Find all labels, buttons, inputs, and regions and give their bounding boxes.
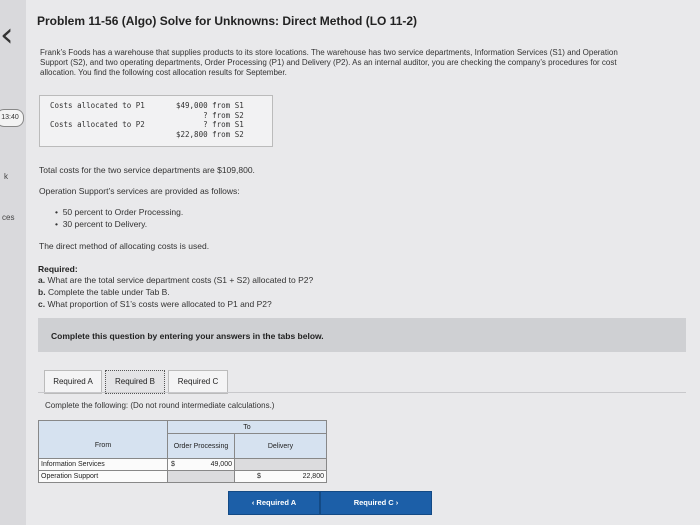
table-row (39, 459, 327, 471)
next-required-c-button[interactable]: Required C › (320, 491, 432, 515)
table-instruction: Complete the following: (Do not round intermediate calculations.) (45, 401, 275, 410)
to-header: To (168, 421, 327, 434)
p1-cell (168, 471, 235, 483)
problem-intro: Frank’s Foods has a warehouse that supplies products to its store locations. The warehouse has two service departments, Information Services (S1) and Operation Support (S2), and two operating departments, Order Processing (P1) and Delivery (P2). As an internal auditor, you are checking the company’s procedures for cost allocation. You find the following cost allocation results for September. (40, 48, 618, 77)
cost-allocation-box (39, 95, 273, 147)
required-heading: Required: (38, 264, 78, 274)
tab-required-c[interactable]: Required C (168, 370, 228, 394)
required-a: a. What are the total service department costs (S1 + S2) allocated to P2? (38, 275, 314, 285)
corner-cell (39, 421, 168, 434)
bullet-text: 50 percent to Order Processing. (62, 207, 184, 217)
problem-title: Problem 11-56 (Algo) Solve for Unknowns: Direct Method (LO 11-2) (37, 14, 418, 28)
table-row (39, 471, 327, 483)
bullet-text: 30 percent to Delivery. (62, 219, 148, 229)
bullet-item: • 50 percent to Order Processing. (55, 207, 184, 217)
tab-divider (38, 392, 686, 393)
costs-p1-label: Costs allocated to P1 (50, 101, 145, 110)
prev-required-a-button[interactable]: ‹ Required A (228, 491, 320, 515)
delivery-header: Delivery (235, 434, 327, 459)
p2-value: 22,800 (302, 473, 324, 480)
left-rail (0, 0, 26, 525)
row-label: Operation Support (39, 471, 168, 483)
side-label-ces: ces (2, 213, 15, 222)
order-processing-header: Order Processing (168, 434, 235, 459)
p1-input[interactable]: 49,000 (178, 459, 235, 471)
tab-required-a[interactable]: Required A (44, 370, 102, 394)
row-label: Information Services (39, 459, 168, 471)
allocation-table (38, 420, 327, 483)
required-b: b. Complete the table under Tab B. (38, 287, 170, 297)
from-header: From (39, 434, 168, 459)
costs-p2-label: Costs allocated to P2 (50, 120, 145, 129)
dollar-sign: $ (257, 473, 261, 480)
method-text: The direct method of allocating costs is used. (39, 241, 210, 251)
back-arrow-icon[interactable]: ‹ (0, 15, 14, 55)
p2-cell (235, 459, 327, 471)
tab-required-b[interactable]: Required B (105, 370, 165, 394)
op-support-text: Operation Support’s services are provided as follows: (39, 186, 240, 196)
required-c: c. What proportion of S1’s costs were allocated to P1 and P2? (38, 299, 272, 309)
total-costs-text: Total costs for the two service departments are $109,800. (39, 165, 255, 175)
costs-values: $49,000 from S1 ? from S2 ? from S1 $22,800 from S2 (176, 101, 244, 139)
p2-input[interactable] (235, 471, 327, 483)
side-label-k: k (4, 172, 8, 181)
instruction-banner: Complete this question by entering your answers in the tabs below. (38, 318, 686, 352)
bullet-item: • 30 percent to Delivery. (55, 219, 148, 229)
dollar-sign: $ (168, 459, 179, 471)
timer-badge: 13:40 (0, 109, 24, 127)
